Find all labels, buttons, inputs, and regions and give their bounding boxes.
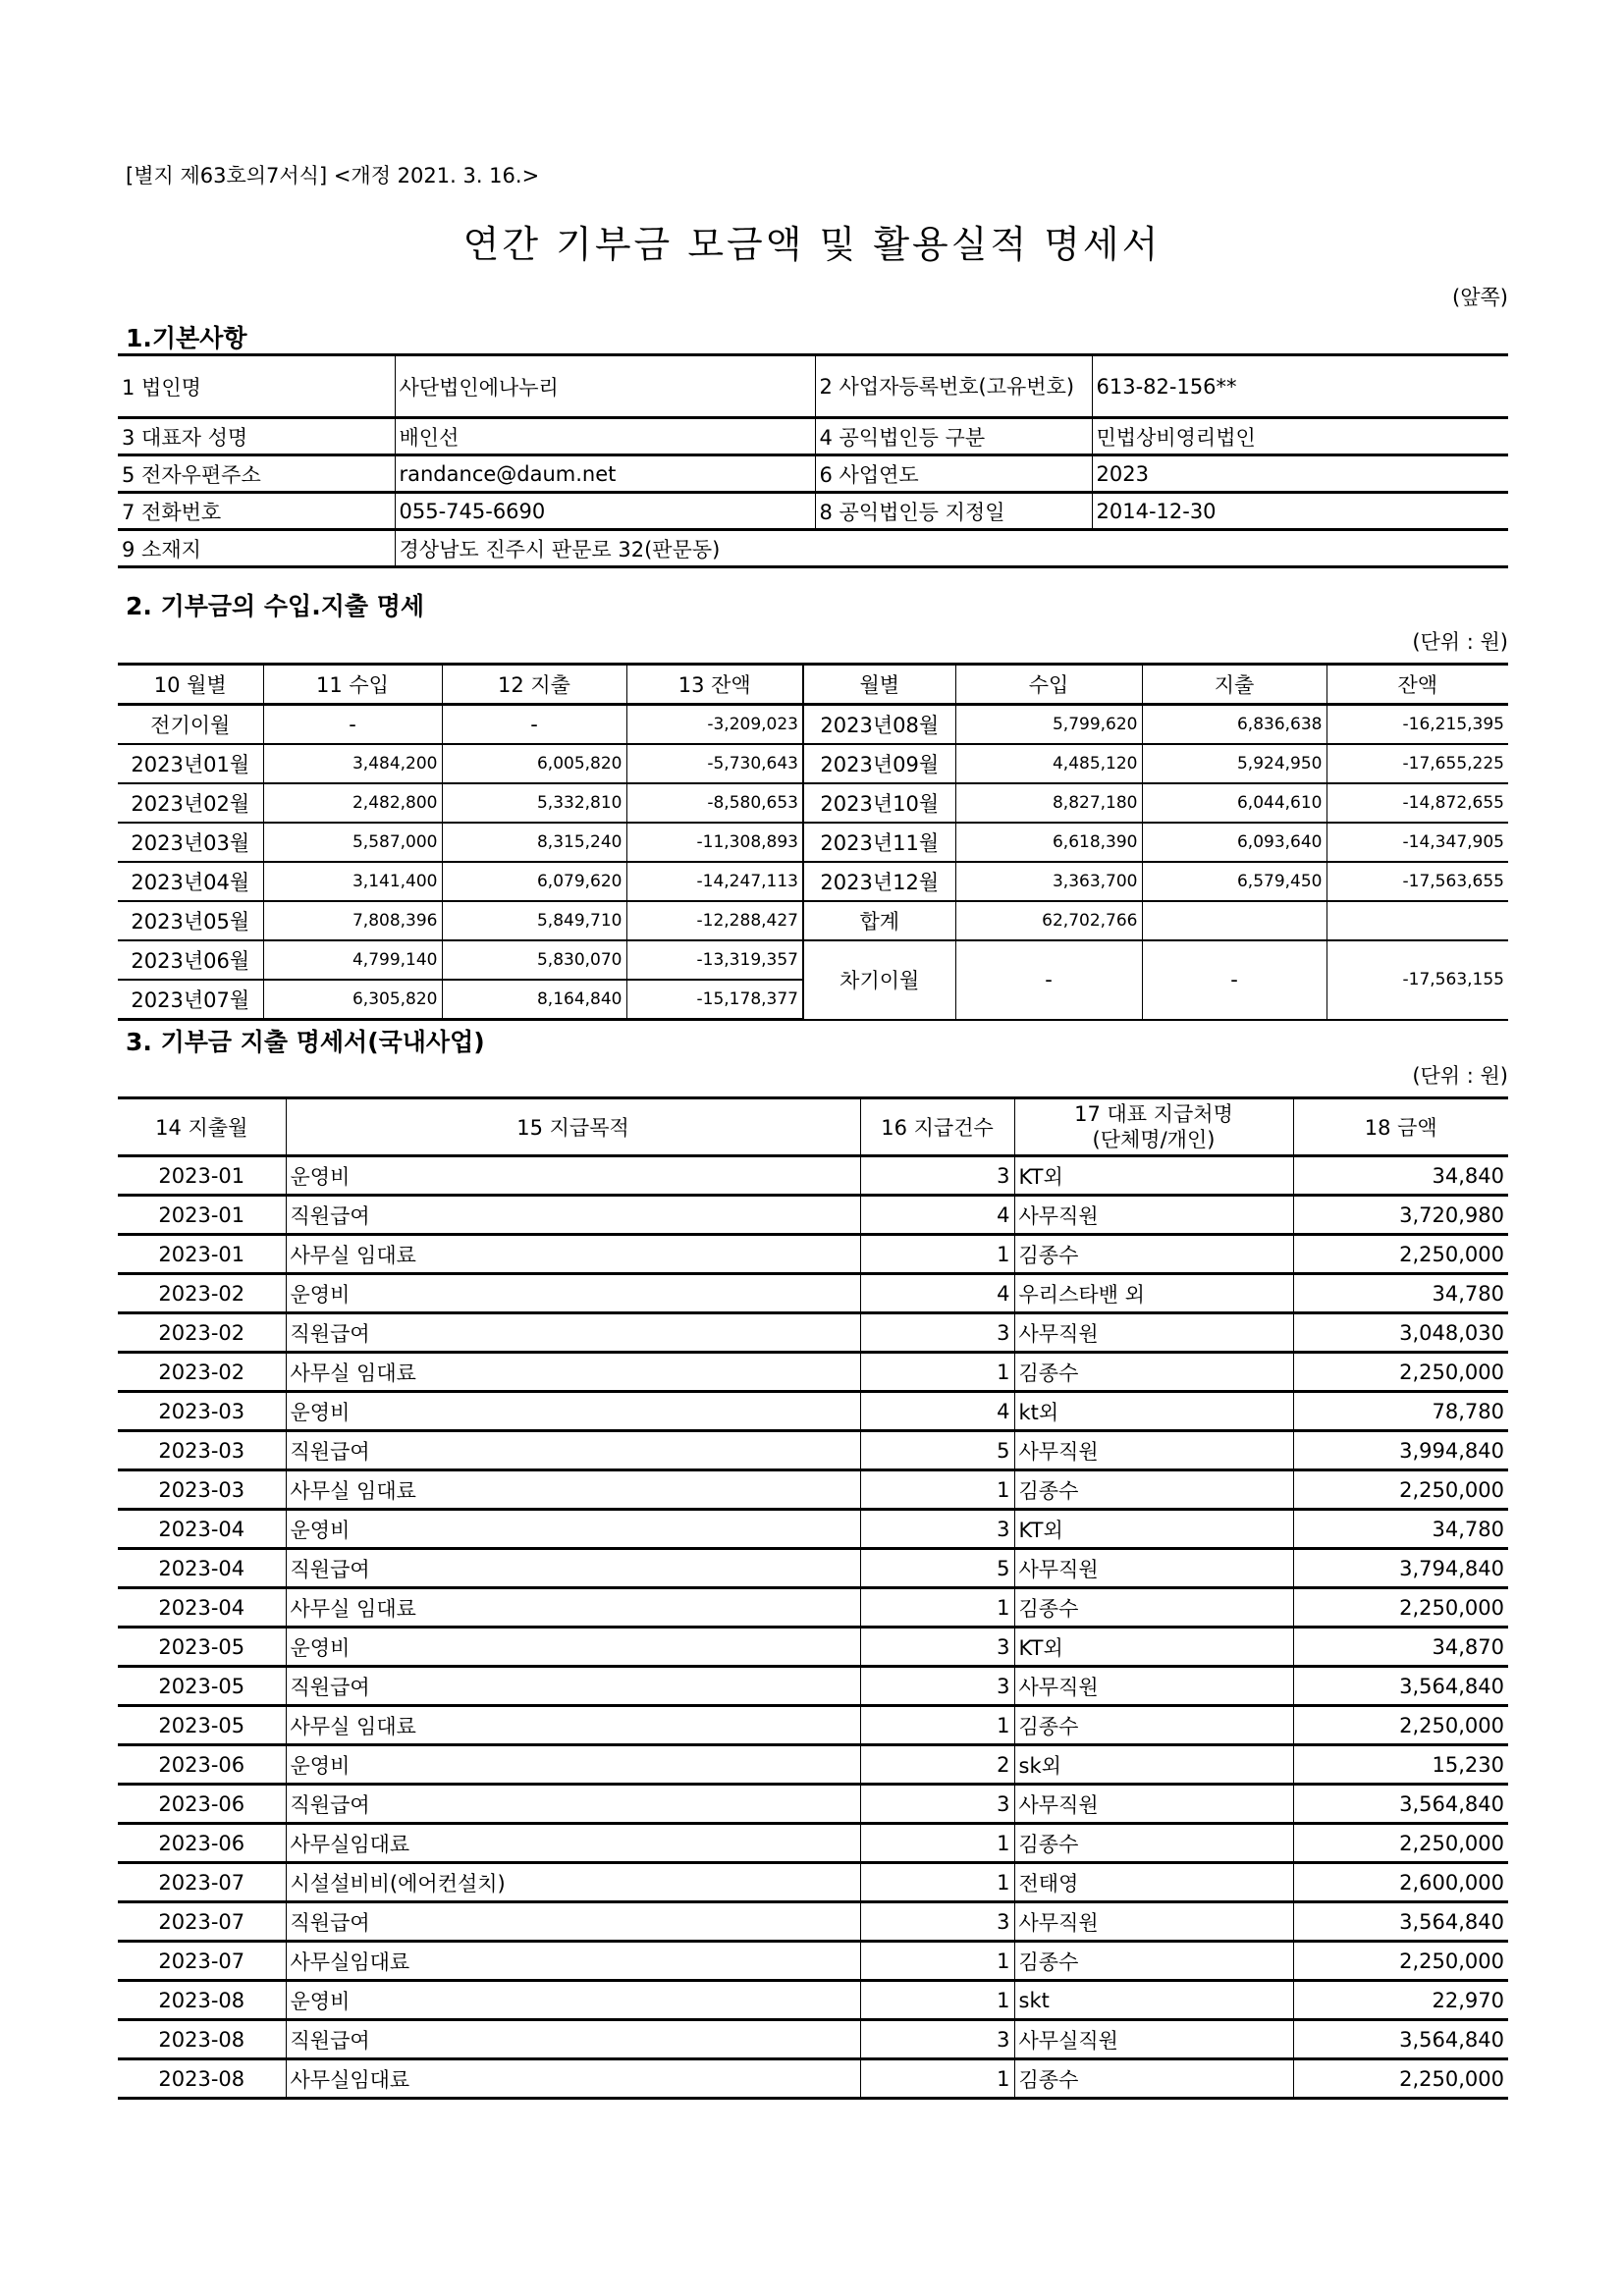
payment-count: 5 bbox=[860, 1549, 1014, 1588]
payment-purpose: 직원급여 bbox=[286, 2020, 860, 2059]
basic-info-table bbox=[118, 353, 1508, 568]
payment-count: 4 bbox=[860, 1196, 1014, 1235]
amount: 3,564,840 bbox=[1293, 1667, 1508, 1706]
balance-cell: -12,288,427 bbox=[626, 901, 803, 940]
payment-count: 3 bbox=[860, 1628, 1014, 1667]
expense-month: 2023-07 bbox=[118, 1902, 286, 1942]
header-row bbox=[118, 1098, 1508, 1156]
amount: 2,250,000 bbox=[1293, 1588, 1508, 1628]
payment-purpose: 사무실임대료 bbox=[286, 1942, 860, 1981]
payment-count: 1 bbox=[860, 1824, 1014, 1863]
month-cell: 2023년07월 bbox=[118, 980, 263, 1020]
expense-month: 2023-02 bbox=[118, 1313, 286, 1353]
month-cell: 2023년05월 bbox=[118, 901, 263, 940]
total-expense bbox=[1142, 901, 1326, 940]
table-row bbox=[118, 823, 1508, 862]
balance-cell: -14,872,655 bbox=[1326, 783, 1508, 823]
payment-purpose: 운영비 bbox=[286, 1156, 860, 1196]
carry-income: - bbox=[955, 940, 1142, 1020]
table-row bbox=[118, 1824, 1508, 1863]
column-header: 수입 bbox=[955, 665, 1142, 705]
payment-purpose: 운영비 bbox=[286, 1628, 860, 1667]
income-expense-table bbox=[118, 663, 1508, 1021]
amount: 34,870 bbox=[1293, 1628, 1508, 1667]
expense-month: 2023-04 bbox=[118, 1510, 286, 1549]
payment-count: 2 bbox=[860, 1745, 1014, 1785]
month-cell: 2023년08월 bbox=[803, 705, 955, 745]
header-row bbox=[118, 665, 1508, 705]
table-row bbox=[118, 1470, 1508, 1510]
table-row bbox=[118, 1785, 1508, 1824]
info-row-address bbox=[118, 530, 1508, 567]
balance-cell: -14,247,113 bbox=[626, 862, 803, 901]
field-value: 사단법인에나누리 bbox=[395, 355, 815, 418]
income-cell: 5,799,620 bbox=[955, 705, 1142, 745]
expense-month: 2023-06 bbox=[118, 1745, 286, 1785]
expense-cell: 5,332,810 bbox=[442, 783, 626, 823]
income-cell: 3,484,200 bbox=[263, 744, 442, 783]
info-row bbox=[118, 355, 1508, 418]
income-cell: 5,587,000 bbox=[263, 823, 442, 862]
expense-cell: 6,044,610 bbox=[1142, 783, 1326, 823]
expense-month: 2023-05 bbox=[118, 1706, 286, 1745]
payee-name: 김종수 bbox=[1014, 1706, 1293, 1745]
field-label: 6 사업연도 bbox=[815, 455, 1092, 493]
field-value: 2023 bbox=[1092, 455, 1508, 493]
table-row bbox=[118, 744, 1508, 783]
carry-expense: - bbox=[1142, 940, 1326, 1020]
payment-purpose: 직원급여 bbox=[286, 1196, 860, 1235]
payment-count: 1 bbox=[860, 1588, 1014, 1628]
balance-cell: -11,308,893 bbox=[626, 823, 803, 862]
column-header: 14 지출월 bbox=[118, 1098, 286, 1156]
expense-cell: 5,924,950 bbox=[1142, 744, 1326, 783]
expense-month: 2023-01 bbox=[118, 1156, 286, 1196]
amount: 3,794,840 bbox=[1293, 1549, 1508, 1588]
payee-name: 사무직원 bbox=[1014, 1313, 1293, 1353]
payee-name: 김종수 bbox=[1014, 1942, 1293, 1981]
amount: 2,250,000 bbox=[1293, 1470, 1508, 1510]
table-row bbox=[118, 1706, 1508, 1745]
payment-count: 1 bbox=[860, 1863, 1014, 1902]
amount: 3,564,840 bbox=[1293, 1902, 1508, 1942]
payment-count: 1 bbox=[860, 1235, 1014, 1274]
table-row bbox=[118, 1431, 1508, 1470]
expense-month: 2023-01 bbox=[118, 1235, 286, 1274]
payment-count: 3 bbox=[860, 1785, 1014, 1824]
expense-cell: 6,579,450 bbox=[1142, 862, 1326, 901]
payee-name: KT외 bbox=[1014, 1628, 1293, 1667]
payment-purpose: 운영비 bbox=[286, 1981, 860, 2020]
payee-name: 사무실직원 bbox=[1014, 2020, 1293, 2059]
payment-count: 1 bbox=[860, 2059, 1014, 2099]
balance-cell: -15,178,377 bbox=[626, 980, 803, 1020]
month-cell: 2023년02월 bbox=[118, 783, 263, 823]
income-cell: - bbox=[263, 705, 442, 745]
amount: 78,780 bbox=[1293, 1392, 1508, 1431]
amount: 3,994,840 bbox=[1293, 1431, 1508, 1470]
income-cell: 4,485,120 bbox=[955, 744, 1142, 783]
column-header: 17 대표 지급처명 (단체명/개인) bbox=[1014, 1098, 1293, 1156]
table-row bbox=[118, 940, 1508, 980]
payment-purpose: 운영비 bbox=[286, 1274, 860, 1313]
field-value: 613-82-156** bbox=[1092, 355, 1508, 418]
payee-name: 우리스타밴 외 bbox=[1014, 1274, 1293, 1313]
payment-count: 3 bbox=[860, 1902, 1014, 1942]
expense-cell: 5,830,070 bbox=[442, 940, 626, 980]
column-header: 18 금액 bbox=[1293, 1098, 1508, 1156]
payee-name: 김종수 bbox=[1014, 1470, 1293, 1510]
balance-cell: -17,655,225 bbox=[1326, 744, 1508, 783]
payment-purpose: 사무실 임대료 bbox=[286, 1706, 860, 1745]
payment-count: 5 bbox=[860, 1431, 1014, 1470]
table-row bbox=[118, 1196, 1508, 1235]
payee-name: 김종수 bbox=[1014, 1235, 1293, 1274]
column-header: 10 월별 bbox=[118, 665, 263, 705]
table-row bbox=[118, 783, 1508, 823]
payment-count: 3 bbox=[860, 1510, 1014, 1549]
payee-name: KT외 bbox=[1014, 1510, 1293, 1549]
expense-month: 2023-06 bbox=[118, 1785, 286, 1824]
payee-name: 김종수 bbox=[1014, 2059, 1293, 2099]
payment-count: 3 bbox=[860, 1313, 1014, 1353]
month-cell: 2023년12월 bbox=[803, 862, 955, 901]
month-cell: 2023년03월 bbox=[118, 823, 263, 862]
column-header: 16 지급건수 bbox=[860, 1098, 1014, 1156]
field-label: 8 공익법인등 지정일 bbox=[815, 493, 1092, 530]
field-label: 7 전화번호 bbox=[118, 493, 395, 530]
expense-month: 2023-07 bbox=[118, 1863, 286, 1902]
payee-name: 사무직원 bbox=[1014, 1667, 1293, 1706]
field-label: 3 대표자 성명 bbox=[118, 418, 395, 455]
balance-cell: -17,563,655 bbox=[1326, 862, 1508, 901]
expense-cell: - bbox=[442, 705, 626, 745]
payment-purpose: 직원급여 bbox=[286, 1313, 860, 1353]
table-row bbox=[118, 862, 1508, 901]
section1-heading: 1.기본사항 bbox=[126, 324, 247, 352]
expense-month: 2023-03 bbox=[118, 1470, 286, 1510]
payee-name: 사무직원 bbox=[1014, 1785, 1293, 1824]
payment-purpose: 사무실 임대료 bbox=[286, 1353, 860, 1392]
table-row bbox=[118, 1353, 1508, 1392]
payment-purpose: 직원급여 bbox=[286, 1667, 860, 1706]
payment-count: 1 bbox=[860, 1353, 1014, 1392]
amount: 2,250,000 bbox=[1293, 2059, 1508, 2099]
amount: 15,230 bbox=[1293, 1745, 1508, 1785]
payment-count: 1 bbox=[860, 1981, 1014, 2020]
amount: 2,600,000 bbox=[1293, 1863, 1508, 1902]
payment-count: 4 bbox=[860, 1274, 1014, 1313]
column-header: 월별 bbox=[803, 665, 955, 705]
payee-name: 김종수 bbox=[1014, 1588, 1293, 1628]
page-side-label: (앞쪽) bbox=[1452, 286, 1508, 309]
total-income: 62,702,766 bbox=[955, 901, 1142, 940]
expense-month: 2023-08 bbox=[118, 2059, 286, 2099]
field-value: 2014-12-30 bbox=[1092, 493, 1508, 530]
document-title: 연간 기부금 모금액 및 활용실적 명세서 bbox=[462, 223, 1162, 266]
payee-name: skt bbox=[1014, 1981, 1293, 2020]
amount: 22,970 bbox=[1293, 1981, 1508, 2020]
payment-purpose: 운영비 bbox=[286, 1510, 860, 1549]
payment-purpose: 사무실 임대료 bbox=[286, 1470, 860, 1510]
table-row bbox=[118, 1981, 1508, 2020]
table-row bbox=[118, 1156, 1508, 1196]
payment-purpose: 사무실임대료 bbox=[286, 2059, 860, 2099]
field-value: 배인선 bbox=[395, 418, 815, 455]
income-cell: 6,305,820 bbox=[263, 980, 442, 1020]
month-cell: 2023년09월 bbox=[803, 744, 955, 783]
month-cell: 2023년01월 bbox=[118, 744, 263, 783]
payee-name: sk외 bbox=[1014, 1745, 1293, 1785]
amount: 3,048,030 bbox=[1293, 1313, 1508, 1353]
section3-unit: (단위 : 원) bbox=[1412, 1064, 1508, 1088]
amount: 34,780 bbox=[1293, 1510, 1508, 1549]
payment-purpose: 직원급여 bbox=[286, 1431, 860, 1470]
field-label: 1 법인명 bbox=[118, 355, 395, 418]
info-row bbox=[118, 418, 1508, 455]
balance-cell: -5,730,643 bbox=[626, 744, 803, 783]
payee-name: 사무직원 bbox=[1014, 1431, 1293, 1470]
table-row bbox=[118, 2020, 1508, 2059]
expense-month: 2023-03 bbox=[118, 1431, 286, 1470]
table-row bbox=[118, 1667, 1508, 1706]
carry-label: 차기이월 bbox=[803, 940, 955, 1020]
expense-month: 2023-04 bbox=[118, 1588, 286, 1628]
income-cell: 6,618,390 bbox=[955, 823, 1142, 862]
month-cell: 전기이월 bbox=[118, 705, 263, 745]
payee-name: 사무직원 bbox=[1014, 1196, 1293, 1235]
payment-count: 1 bbox=[860, 1942, 1014, 1981]
payment-count: 1 bbox=[860, 1706, 1014, 1745]
payment-count: 4 bbox=[860, 1392, 1014, 1431]
payee-name: KT외 bbox=[1014, 1156, 1293, 1196]
month-cell: 2023년10월 bbox=[803, 783, 955, 823]
column-header: 12 지출 bbox=[442, 665, 626, 705]
table-row bbox=[118, 901, 1508, 940]
table-row bbox=[118, 1235, 1508, 1274]
expense-cell: 8,315,240 bbox=[442, 823, 626, 862]
expense-month: 2023-02 bbox=[118, 1274, 286, 1313]
table-row bbox=[118, 1902, 1508, 1942]
expense-month: 2023-04 bbox=[118, 1549, 286, 1588]
field-label: 4 공익법인등 구분 bbox=[815, 418, 1092, 455]
field-value: 민법상비영리법인 bbox=[1092, 418, 1508, 455]
payment-purpose: 운영비 bbox=[286, 1392, 860, 1431]
payment-purpose: 운영비 bbox=[286, 1745, 860, 1785]
amount: 2,250,000 bbox=[1293, 1942, 1508, 1981]
balance-cell: -14,347,905 bbox=[1326, 823, 1508, 862]
month-cell: 2023년06월 bbox=[118, 940, 263, 980]
field-label: 2 사업자등록번호(고유번호) bbox=[815, 355, 1092, 418]
payment-purpose: 시설설비비(에어컨설치) bbox=[286, 1863, 860, 1902]
payee-name: kt외 bbox=[1014, 1392, 1293, 1431]
expense-month: 2023-01 bbox=[118, 1196, 286, 1235]
balance-cell: -3,209,023 bbox=[626, 705, 803, 745]
payment-count: 3 bbox=[860, 1667, 1014, 1706]
income-cell: 2,482,800 bbox=[263, 783, 442, 823]
payment-purpose: 사무실임대료 bbox=[286, 1824, 860, 1863]
total-label: 합계 bbox=[803, 901, 955, 940]
amount: 3,720,980 bbox=[1293, 1196, 1508, 1235]
income-cell: 3,363,700 bbox=[955, 862, 1142, 901]
expense-cell: 6,005,820 bbox=[442, 744, 626, 783]
expense-cell: 6,079,620 bbox=[442, 862, 626, 901]
column-header: 잔액 bbox=[1326, 665, 1508, 705]
payment-purpose: 사무실 임대료 bbox=[286, 1235, 860, 1274]
total-balance bbox=[1326, 901, 1508, 940]
section2-unit: (단위 : 원) bbox=[1412, 630, 1508, 654]
form-reference: [별지 제63호의7서식] <개정 2021. 3. 16.> bbox=[126, 164, 540, 187]
income-cell: 4,799,140 bbox=[263, 940, 442, 980]
payee-name: 사무직원 bbox=[1014, 1902, 1293, 1942]
income-cell: 8,827,180 bbox=[955, 783, 1142, 823]
payment-purpose: 직원급여 bbox=[286, 1549, 860, 1588]
expense-month: 2023-08 bbox=[118, 2020, 286, 2059]
expense-cell: 5,849,710 bbox=[442, 901, 626, 940]
address-value: 경상남도 진주시 판문로 32(판문동) bbox=[395, 530, 1508, 567]
column-header: 지출 bbox=[1142, 665, 1326, 705]
balance-cell: -13,319,357 bbox=[626, 940, 803, 980]
expense-detail-table bbox=[118, 1096, 1508, 2100]
column-header: 15 지급목적 bbox=[286, 1098, 860, 1156]
expense-month: 2023-05 bbox=[118, 1667, 286, 1706]
table-row bbox=[118, 1942, 1508, 1981]
expense-month: 2023-03 bbox=[118, 1392, 286, 1431]
carry-balance: -17,563,155 bbox=[1326, 940, 1508, 1020]
expense-month: 2023-08 bbox=[118, 1981, 286, 2020]
payment-purpose: 직원급여 bbox=[286, 1785, 860, 1824]
payee-name: 사무직원 bbox=[1014, 1549, 1293, 1588]
payee-name: 김종수 bbox=[1014, 1353, 1293, 1392]
amount: 3,564,840 bbox=[1293, 2020, 1508, 2059]
field-value: 055-745-6690 bbox=[395, 493, 815, 530]
amount: 2,250,000 bbox=[1293, 1706, 1508, 1745]
amount: 2,250,000 bbox=[1293, 1824, 1508, 1863]
expense-cell: 6,093,640 bbox=[1142, 823, 1326, 862]
table-row bbox=[118, 1628, 1508, 1667]
table-row bbox=[118, 1274, 1508, 1313]
field-label: 5 전자우편주소 bbox=[118, 455, 395, 493]
column-header: 11 수입 bbox=[263, 665, 442, 705]
amount: 34,840 bbox=[1293, 1156, 1508, 1196]
amount: 34,780 bbox=[1293, 1274, 1508, 1313]
expense-month: 2023-05 bbox=[118, 1628, 286, 1667]
table-row bbox=[118, 1313, 1508, 1353]
info-row bbox=[118, 493, 1508, 530]
month-cell: 2023년04월 bbox=[118, 862, 263, 901]
field-value: randance@daum.net bbox=[395, 455, 815, 493]
table-row bbox=[118, 1588, 1508, 1628]
balance-cell: -16,215,395 bbox=[1326, 705, 1508, 745]
table-row bbox=[118, 2059, 1508, 2099]
amount: 2,250,000 bbox=[1293, 1235, 1508, 1274]
table-row bbox=[118, 1510, 1508, 1549]
expense-cell: 8,164,840 bbox=[442, 980, 626, 1020]
balance-cell: -8,580,653 bbox=[626, 783, 803, 823]
table-row bbox=[118, 1745, 1508, 1785]
table-row bbox=[118, 1863, 1508, 1902]
payment-purpose: 사무실 임대료 bbox=[286, 1588, 860, 1628]
field-label: 9 소재지 bbox=[118, 530, 395, 567]
table-row bbox=[118, 705, 1508, 745]
payment-count: 3 bbox=[860, 2020, 1014, 2059]
month-cell: 2023년11월 bbox=[803, 823, 955, 862]
section2-heading: 2. 기부금의 수입.지출 명세 bbox=[126, 592, 425, 620]
payment-purpose: 직원급여 bbox=[286, 1902, 860, 1942]
expense-month: 2023-02 bbox=[118, 1353, 286, 1392]
expense-cell: 6,836,638 bbox=[1142, 705, 1326, 745]
section3-heading: 3. 기부금 지출 명세서(국내사업) bbox=[126, 1028, 485, 1056]
payee-name: 김종수 bbox=[1014, 1824, 1293, 1863]
income-cell: 3,141,400 bbox=[263, 862, 442, 901]
payment-count: 3 bbox=[860, 1156, 1014, 1196]
expense-month: 2023-06 bbox=[118, 1824, 286, 1863]
payee-name: 전태영 bbox=[1014, 1863, 1293, 1902]
table-row bbox=[118, 1392, 1508, 1431]
amount: 2,250,000 bbox=[1293, 1353, 1508, 1392]
table-row bbox=[118, 1549, 1508, 1588]
payment-count: 1 bbox=[860, 1470, 1014, 1510]
column-header: 13 잔액 bbox=[626, 665, 803, 705]
info-row bbox=[118, 455, 1508, 493]
income-cell: 7,808,396 bbox=[263, 901, 442, 940]
amount: 3,564,840 bbox=[1293, 1785, 1508, 1824]
expense-month: 2023-07 bbox=[118, 1942, 286, 1981]
